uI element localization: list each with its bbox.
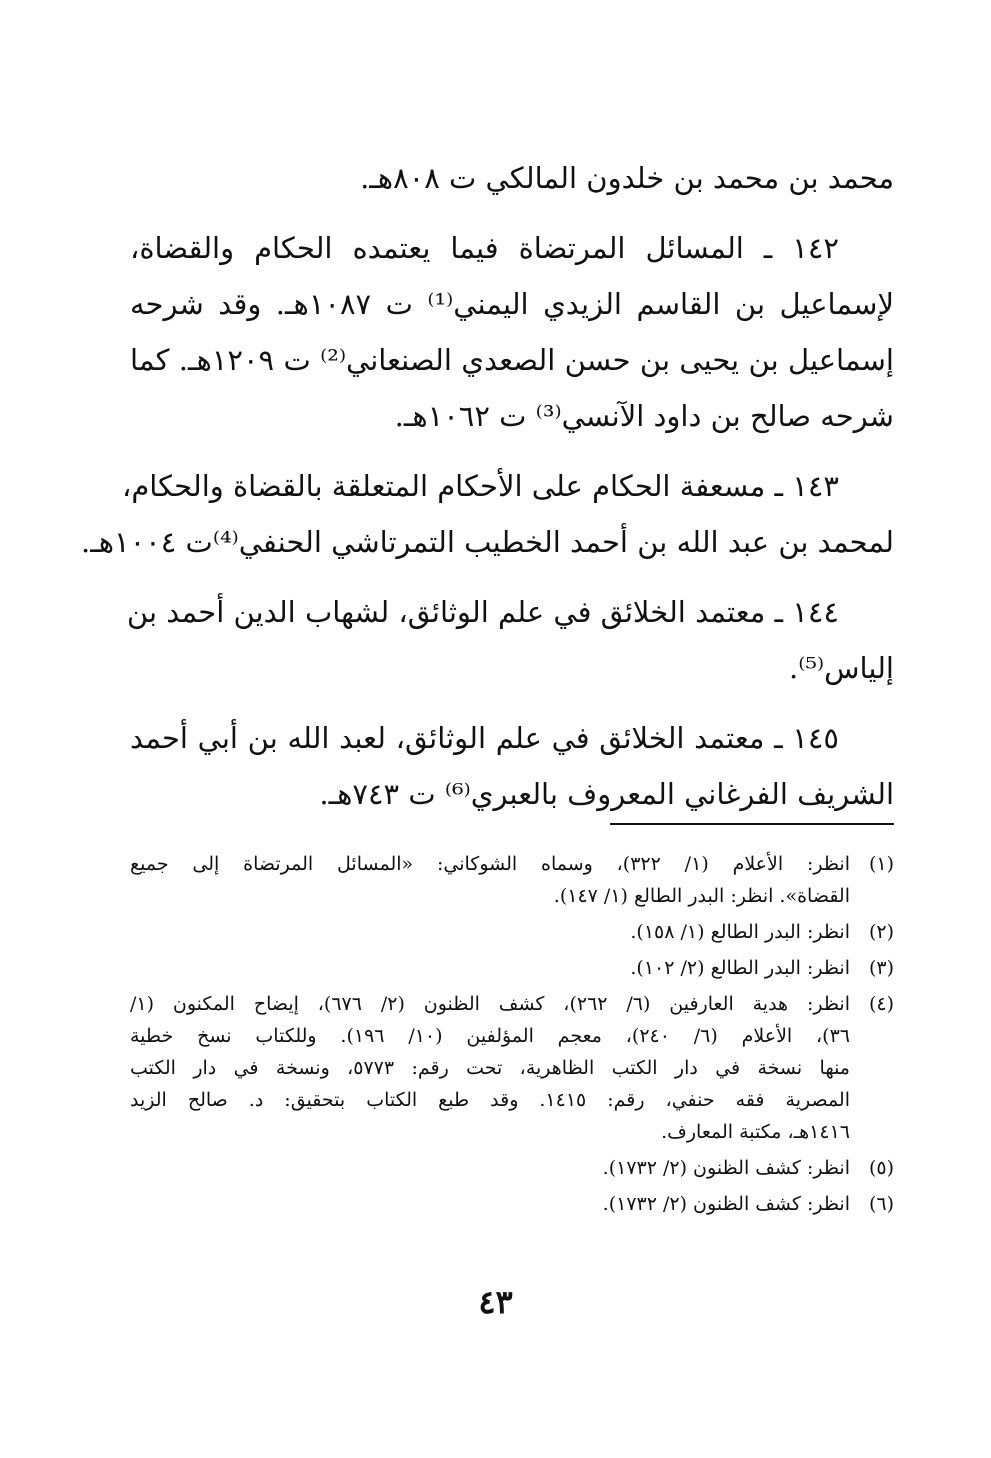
footnotes [130, 848, 894, 1224]
entry-line: لمحمد بن عبد الله بن أحمد الخطيب التمرتاشي الحنفي⁽⁴⁾ت ١٠٠٤هـ. [80, 525, 894, 559]
footnote-line: المصرية فقه حنفي، رقم: ١٤١٥. وقد طبع الكتاب بتحقيق: د. صالح الزيد [130, 1089, 851, 1111]
footnote-line: منها نسخة في دار الكتب الظاهرية، تحت رقم: ٥٧٧٣، ونسخة في دار الكتب [130, 1057, 850, 1079]
main-text [80, 150, 894, 822]
footnote-3 [130, 952, 894, 984]
footnote-line: انظر: هدية العارفين (٦/ ٢٦٢)، كشف الظنون (٢/ ٦٧٦)، إيضاح المكنون (١/ [130, 993, 850, 1015]
footnote-line: ١٤١٦هـ، مكتبة المعارف. [661, 1121, 850, 1143]
footnote-line: انظر: الأعلام (١/ ٣٢٢)، وسماه الشوكاني: «المسائل المرتضاة إلى جميع [130, 853, 850, 875]
footnote-line: انظر: البدر الطالع (١/ ١٥٨). [630, 921, 850, 943]
footnote-number: (٦) [868, 1193, 894, 1215]
entry-line: إلياس⁽⁵⁾. [789, 651, 894, 685]
entry-line: إسماعيل بن يحيى بن حسن الصعدي الصنعاني⁽²⁾ ت ١٢٠٩هـ. كما [130, 343, 894, 377]
intro-line: محمد بن محمد بن خلدون المالكي ت ٨٠٨هـ. [360, 161, 894, 195]
entry-line: ١٤٤ ـ معتمد الخلائق في علم الوثائق، لشهاب الدين أحمد بن [126, 595, 839, 629]
footnote-line: انظر: كشف الظنون (٢/ ١٧٣٢). [602, 1193, 850, 1215]
footnote-number: (٣) [868, 957, 894, 979]
entry-line: شرحه صالح بن داود الآنسي⁽³⁾ ت ١٠٦٢هـ. [394, 399, 894, 433]
footnote-line: ٣٦)، الأعلام (٦/ ٢٤٠)، معجم المؤلفين (١٠/ ١٩٦). وللكتاب نسخ خطية [130, 1025, 850, 1047]
footnote-body [130, 952, 850, 984]
entry-line: ١٤٥ ـ معتمد الخلائق في علم الوثائق، لعبد الله بن أبي أحمد [130, 721, 839, 755]
footnote-number: (٥) [868, 1157, 894, 1179]
footnote-line: انظر: كشف الظنون (٢/ ١٧٣٢). [602, 1157, 850, 1179]
footnote-line: انظر: البدر الطالع (٢/ ١٠٢). [630, 957, 850, 979]
entry-line: ١٤٢ ـ المسائل المرتضاة فيما يعتمده الحكام والقضاة، [130, 231, 839, 265]
entry-142 [130, 220, 894, 444]
entry-line: الشريف الفرغاني المعروف بالعبري⁽⁶⁾ ت ٧٤٣هـ. [319, 777, 894, 811]
entry-line: لإسماعيل بن القاسم الزيدي اليمني⁽¹⁾ ت ١٠٨٧هـ. وقد شرحه [130, 287, 894, 321]
footnote-body [130, 1188, 850, 1220]
footnote-body [130, 1152, 850, 1184]
footnote-body [130, 988, 850, 1148]
footnote-6 [130, 1188, 894, 1220]
footnote-4 [130, 988, 894, 1148]
footnote-line: القضاة». انظر: البدر الطالع (١/ ١٤٧). [553, 885, 850, 907]
entry-144 [126, 584, 894, 696]
entry-145 [130, 710, 894, 822]
entry-143 [80, 458, 894, 570]
footnote-body [130, 848, 850, 912]
footnote-divider [610, 823, 894, 825]
footnote-number: (١) [868, 853, 894, 875]
footnote-body [130, 916, 850, 948]
entry-line: ١٤٣ ـ مسعفة الحكام على الأحكام المتعلقة بالقضاة والحكام، [121, 469, 839, 503]
footnote-2 [130, 916, 894, 948]
footnote-number: (٤) [868, 993, 894, 1015]
page-number: ٤٣ [478, 1283, 513, 1321]
footnote-number: (٢) [868, 921, 894, 943]
footnote-5 [130, 1152, 894, 1184]
footnote-1 [130, 848, 894, 912]
